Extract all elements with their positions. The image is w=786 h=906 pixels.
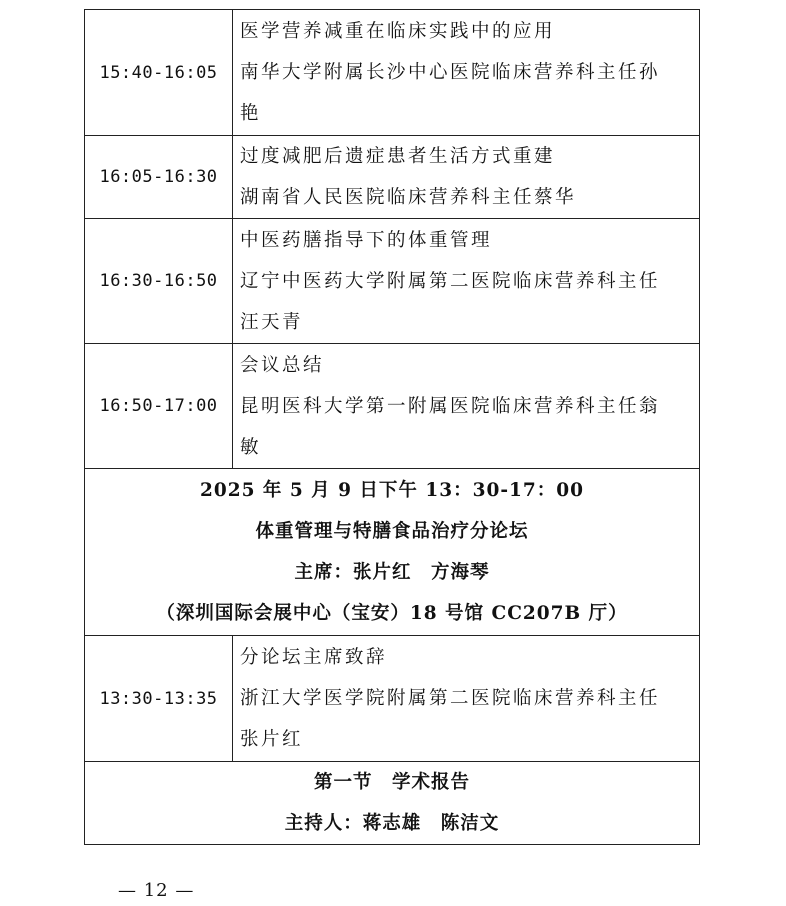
speaker-text-continued: 艳 bbox=[240, 103, 262, 124]
session-title: 分论坛主席致辞 bbox=[240, 647, 388, 668]
session-title: 过度减肥后遗症患者生活方式重建 bbox=[240, 146, 556, 167]
forum-datetime: 2025 年 5 月 9 日下午 13：30-17：00 bbox=[199, 480, 585, 501]
section-header-row bbox=[85, 762, 700, 845]
speaker-text: 湖南省人民医院临床营养科主任蔡华 bbox=[240, 187, 577, 208]
table-row bbox=[85, 10, 700, 136]
time-cell: 16:30-16:50 bbox=[85, 219, 233, 344]
table-row bbox=[85, 136, 700, 219]
section-title: 第一节 学术报告 bbox=[313, 772, 470, 793]
schedule-table bbox=[84, 9, 700, 845]
speaker-text: 昆明医科大学第一附属医院临床营养科主任翁 bbox=[240, 395, 661, 417]
speaker-text-continued: 张片红 bbox=[240, 729, 304, 750]
section-header-cell bbox=[85, 762, 700, 845]
forum-header-cell bbox=[85, 469, 700, 636]
time-cell: 16:05-16:30 bbox=[85, 136, 233, 219]
time-cell: 15:40-16:05 bbox=[85, 10, 233, 136]
speaker-text-continued: 汪天青 bbox=[240, 311, 304, 333]
session-cell bbox=[233, 344, 700, 469]
speaker-text: 浙江大学医学院附属第二医院临床营养科主任 bbox=[240, 688, 661, 709]
session-title: 医学营养减重在临床实践中的应用 bbox=[240, 21, 556, 42]
forum-title: 体重管理与特膳食品治疗分论坛 bbox=[255, 521, 529, 542]
session-title: 中医药膳指导下的体重管理 bbox=[240, 229, 493, 251]
table-row bbox=[85, 344, 700, 469]
section-hosts: 主持人：蒋志雄 陈洁文 bbox=[284, 813, 500, 834]
speaker-text-continued: 敏 bbox=[240, 436, 262, 458]
table-row bbox=[85, 636, 700, 762]
forum-chairs: 主席：张片红 方海琴 bbox=[294, 562, 490, 583]
session-cell bbox=[233, 136, 700, 219]
time-cell: 13:30-13:35 bbox=[85, 636, 233, 762]
speaker-text: 辽宁中医药大学附属第二医院临床营养科主任 bbox=[240, 270, 661, 292]
forum-venue: （深圳国际会展中心（宝安）18 号馆 CC207B 厅） bbox=[156, 603, 628, 624]
page-number: — 12 — bbox=[118, 880, 195, 901]
table-row bbox=[85, 219, 700, 344]
session-title: 会议总结 bbox=[240, 354, 325, 376]
time-cell: 16:50-17:00 bbox=[85, 344, 233, 469]
session-cell bbox=[233, 636, 700, 762]
session-cell bbox=[233, 219, 700, 344]
speaker-text: 南华大学附属长沙中心医院临床营养科主任孙 bbox=[240, 62, 661, 83]
session-cell bbox=[233, 10, 700, 136]
forum-header-row bbox=[85, 469, 700, 636]
